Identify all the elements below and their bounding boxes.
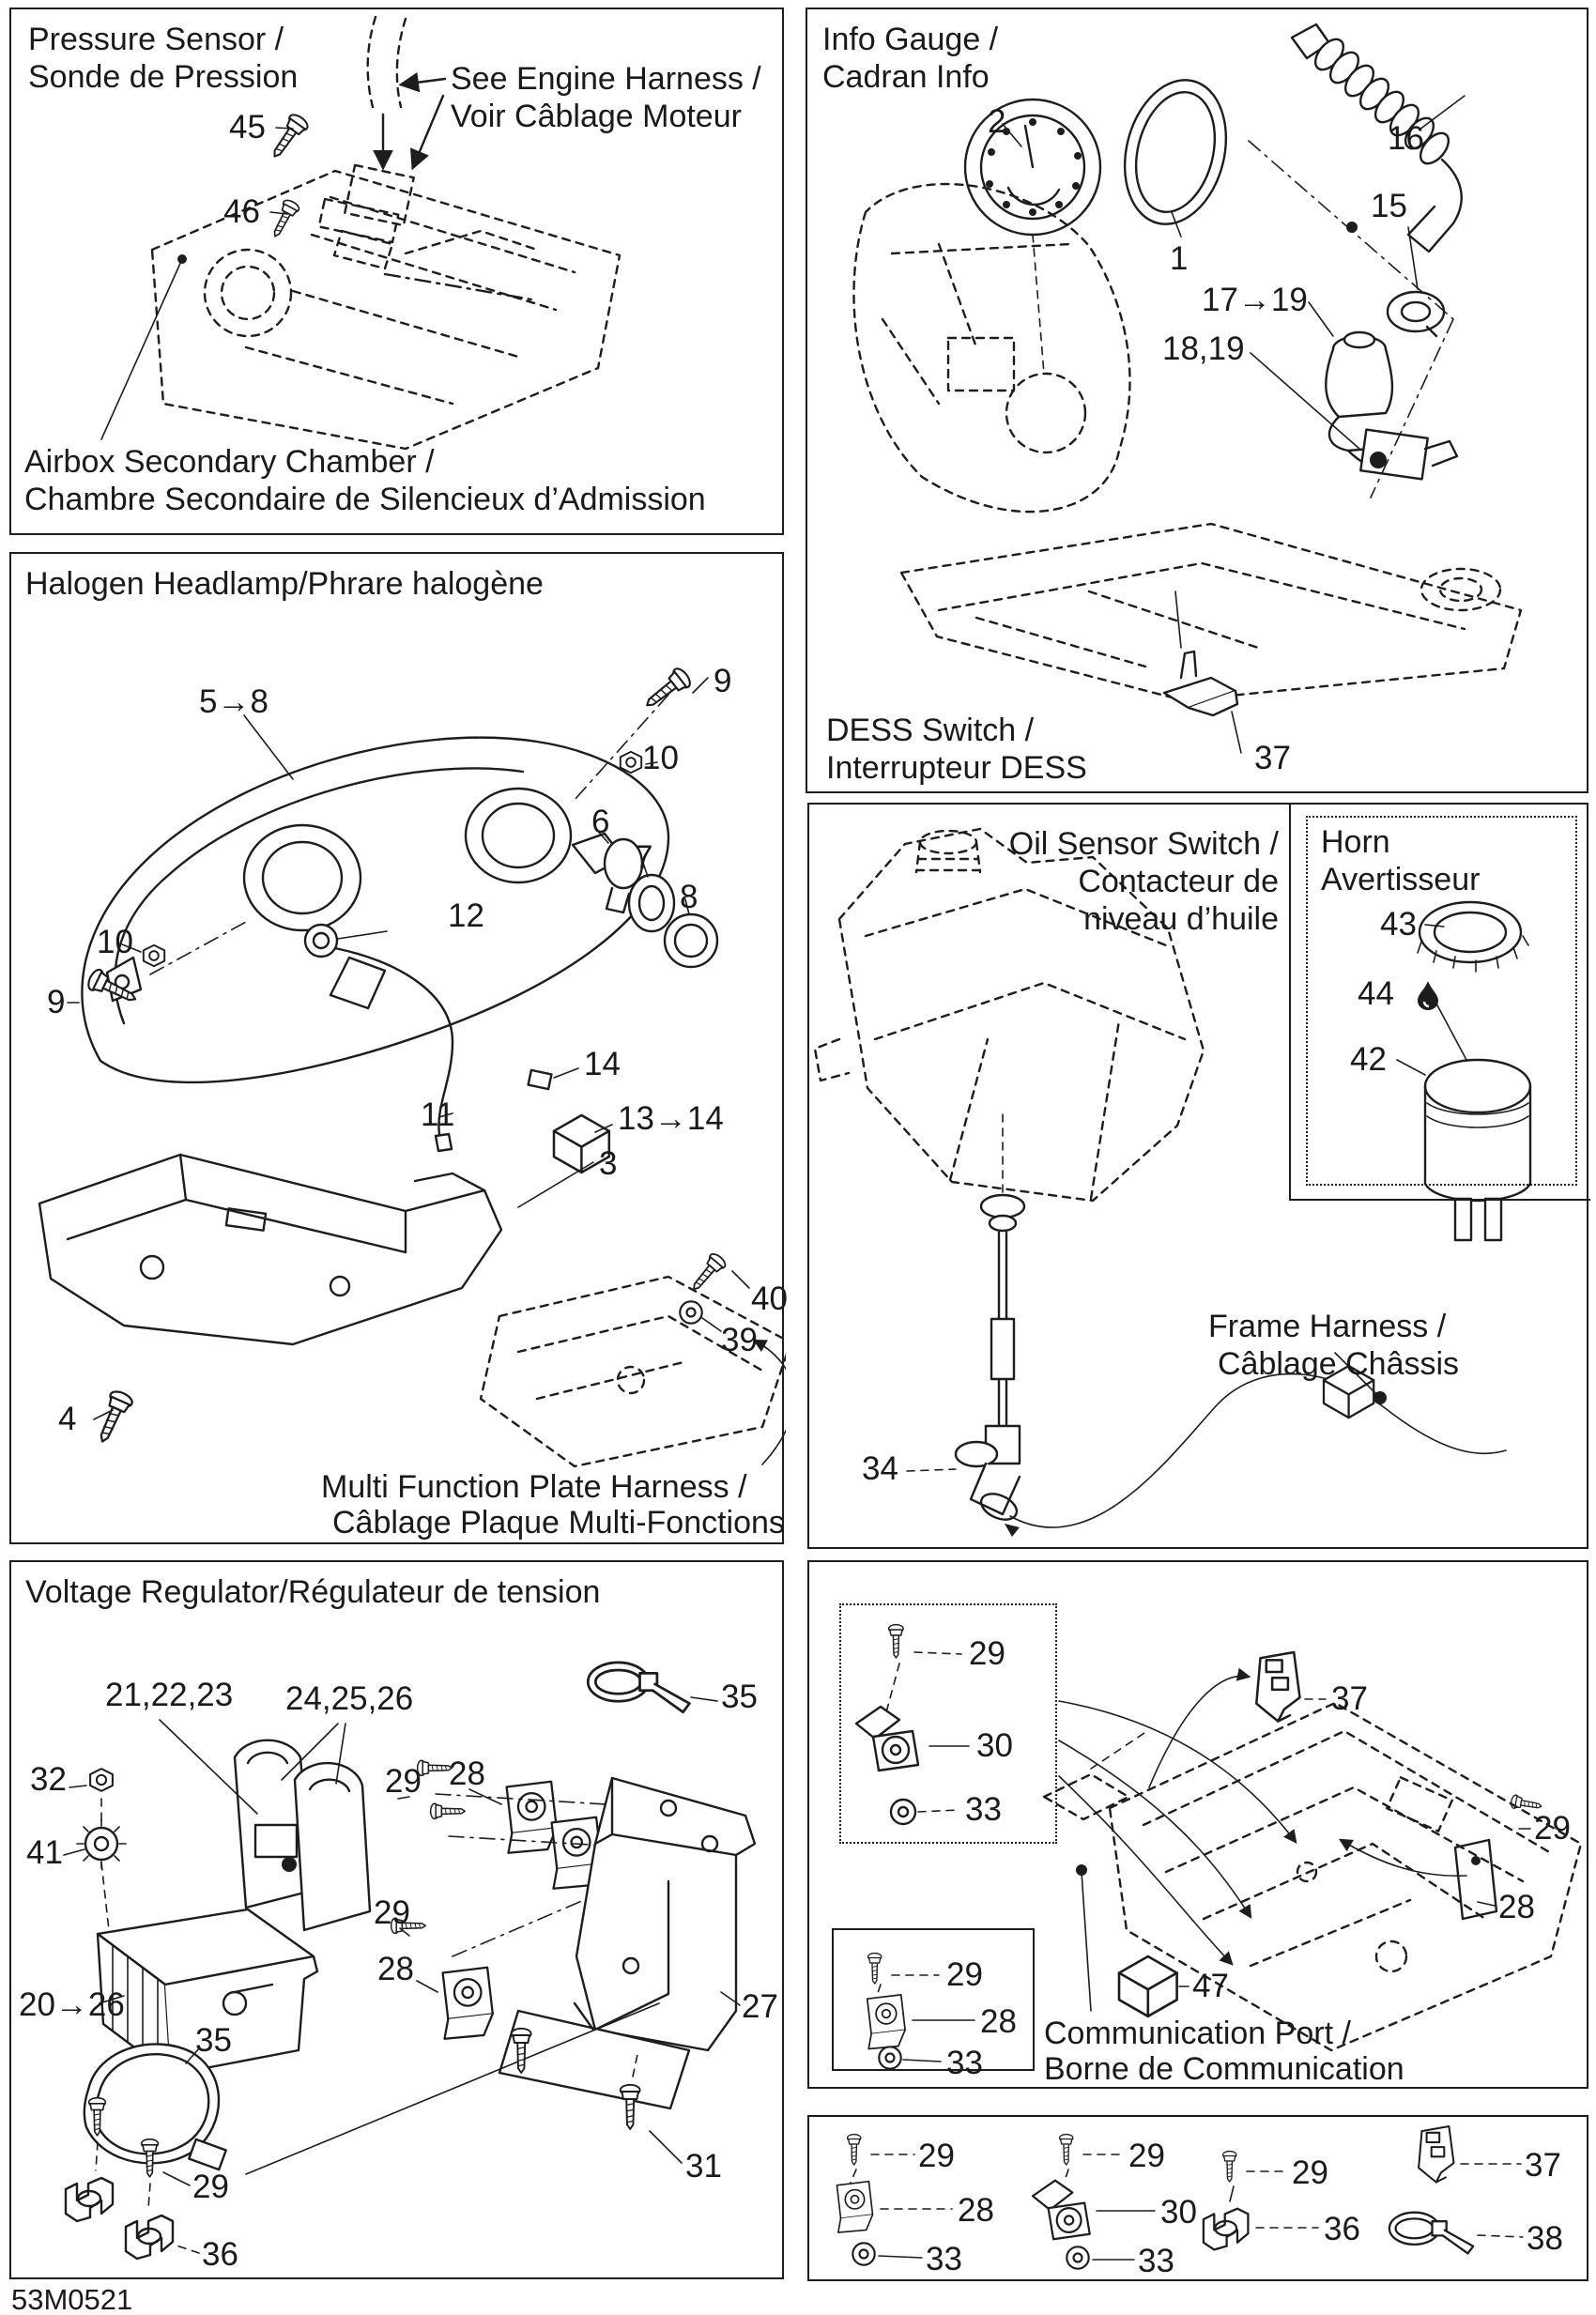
panel-halogen-headlamp [9,552,788,1544]
part-label-box1-29: 29 [969,1635,1005,1672]
panel-harness-connectors [807,1560,1588,2089]
part-label-9-top: 9 [714,663,732,699]
part-label-box2-33: 33 [946,2045,983,2081]
part-label-37: 37 [1331,1680,1368,1717]
part-label-g3-36: 36 [1324,2211,1360,2247]
headlamp-illustration [11,554,786,1542]
part-label-box1-33: 33 [965,1791,1002,1828]
part-label-13-14: 13→14 [618,1100,724,1137]
sheet-code: 53M0521 [11,2283,133,2315]
part-label-39: 39 [721,1322,758,1358]
panel-title-line1: Pressure Sensor / [28,22,284,57]
part-label-29-bottom: 29 [192,2169,229,2205]
dess-caption-line2: Interrupteur DESS [826,750,1087,786]
frame-harness-caption-line1: Frame Harness / [1208,1309,1447,1344]
part-label-12: 12 [448,897,484,934]
part-label-35-tie: 35 [721,1679,758,1715]
part-label-box1-30: 30 [976,1727,1013,1764]
part-label-36: 36 [202,2236,238,2273]
lubricant-droplet-icon [1416,979,1440,1016]
part-label-7: 7 [635,839,653,876]
part-label-28-right: 28 [1498,1889,1535,1925]
see-engine-harness-note-line1: See Engine Harness / [451,61,761,97]
part-label-46: 46 [223,193,260,230]
panel-title-line2: Sonde de Pression [28,59,299,95]
part-label-32: 32 [30,1761,67,1798]
fastener-inset-box-2 [832,1928,1035,2071]
part-label-1: 1 [1170,240,1189,277]
dess-caption-line1: DESS Switch / [826,713,1035,748]
oil-caption-line1: Oil Sensor Switch / [1008,826,1279,862]
panel-title: Halogen Headlamp/Phrare halogène [25,566,544,602]
part-label-g2-29: 29 [1128,2138,1165,2174]
panel-title: Voltage Regulator/Régulateur de tension [25,1574,601,1610]
part-label-g2-33: 33 [1138,2243,1174,2279]
part-label-15: 15 [1371,188,1407,224]
part-label-47: 47 [1192,1968,1229,2004]
panel-info-gauge [806,8,1588,793]
multi-plate-caption-line2: Câblage Plaque Multi-Fonctions [332,1505,785,1541]
horn-title-line2: Avertisseur [1321,862,1481,897]
fastener-inset-box-1 [839,1603,1057,1844]
part-label-g1-29: 29 [918,2138,955,2174]
part-label-28-top: 28 [449,1755,485,1792]
part-label-37: 37 [1254,740,1291,776]
part-label-24-25-26: 24,25,26 [285,1680,414,1717]
info-gauge-illustration [807,9,1590,795]
part-label-4: 4 [58,1401,77,1437]
multi-plate-caption-line1: Multi Function Plate Harness / [321,1469,747,1505]
part-label-10-top: 10 [642,740,679,776]
part-label-5-8: 5→8 [199,683,269,720]
panel-title-line1: Info Gauge / [822,22,999,57]
part-label-44: 44 [1358,975,1394,1012]
part-label-29-top: 29 [385,1763,422,1800]
part-label-9-left: 9 [47,984,66,1020]
part-label-34: 34 [862,1450,898,1487]
part-label-18-19: 18,19 [1162,330,1245,367]
oil-caption-line3: niveau d’huile [1083,901,1279,937]
part-label-g3-29: 29 [1292,2154,1328,2191]
part-label-41: 41 [26,1834,63,1871]
part-label-box2-28: 28 [980,2003,1017,2040]
part-label-45: 45 [229,109,266,146]
part-label-14: 14 [584,1046,621,1082]
panel-title-line2: Cadran Info [822,59,990,95]
part-label-g4-38: 38 [1527,2220,1563,2257]
part-label-20-26: 20→26 [19,1986,125,2023]
airbox-caption-line2: Chambre Secondaire de Silencieux d’Admission [24,482,706,517]
part-label-27: 27 [742,1988,778,2025]
part-label-28-mid: 28 [377,1951,414,1987]
part-label-31: 31 [685,2148,722,2185]
part-label-17-19: 17→19 [1202,282,1308,318]
panel-voltage-regulator [9,1560,784,2279]
part-label-8: 8 [680,879,698,915]
oil-caption-line2: Contacteur de [1078,864,1279,899]
see-engine-harness-note-line2: Voir Câblage Moteur [451,99,742,134]
part-label-40: 40 [751,1280,788,1317]
frame-harness-caption-line2: Câblage Châssis [1218,1346,1460,1382]
part-label-2: 2 [988,103,1006,140]
part-label-g1-28: 28 [958,2192,994,2229]
part-label-42: 42 [1350,1041,1387,1078]
part-label-21-22-23: 21,22,23 [105,1677,234,1713]
part-label-g4-37: 37 [1525,2147,1561,2184]
part-label-29-mid: 29 [374,1894,410,1931]
panel-oil-sensor [807,803,1588,1549]
part-label-16: 16 [1388,120,1424,157]
part-label-g1-33: 33 [926,2241,962,2277]
airbox-caption-line1: Airbox Secondary Chamber / [24,444,435,480]
part-label-11: 11 [421,1096,455,1133]
part-label-10-left: 10 [97,924,133,960]
communication-port-caption-line2: Borne de Communication [1044,2051,1404,2087]
horn-title-line1: Horn [1321,824,1390,860]
part-label-29-right: 29 [1534,1810,1571,1847]
panel-fastener-legend [807,2115,1588,2281]
panel-pressure-sensor [9,8,784,535]
part-label-35-strap: 35 [195,2022,232,2059]
part-label-43: 43 [1380,906,1417,943]
part-label-g2-30: 30 [1160,2194,1197,2231]
part-label-3: 3 [599,1145,618,1182]
part-label-box2-29: 29 [946,1956,983,1993]
part-label-6: 6 [591,804,610,840]
communication-port-caption-line1: Communication Port / [1044,2016,1351,2051]
